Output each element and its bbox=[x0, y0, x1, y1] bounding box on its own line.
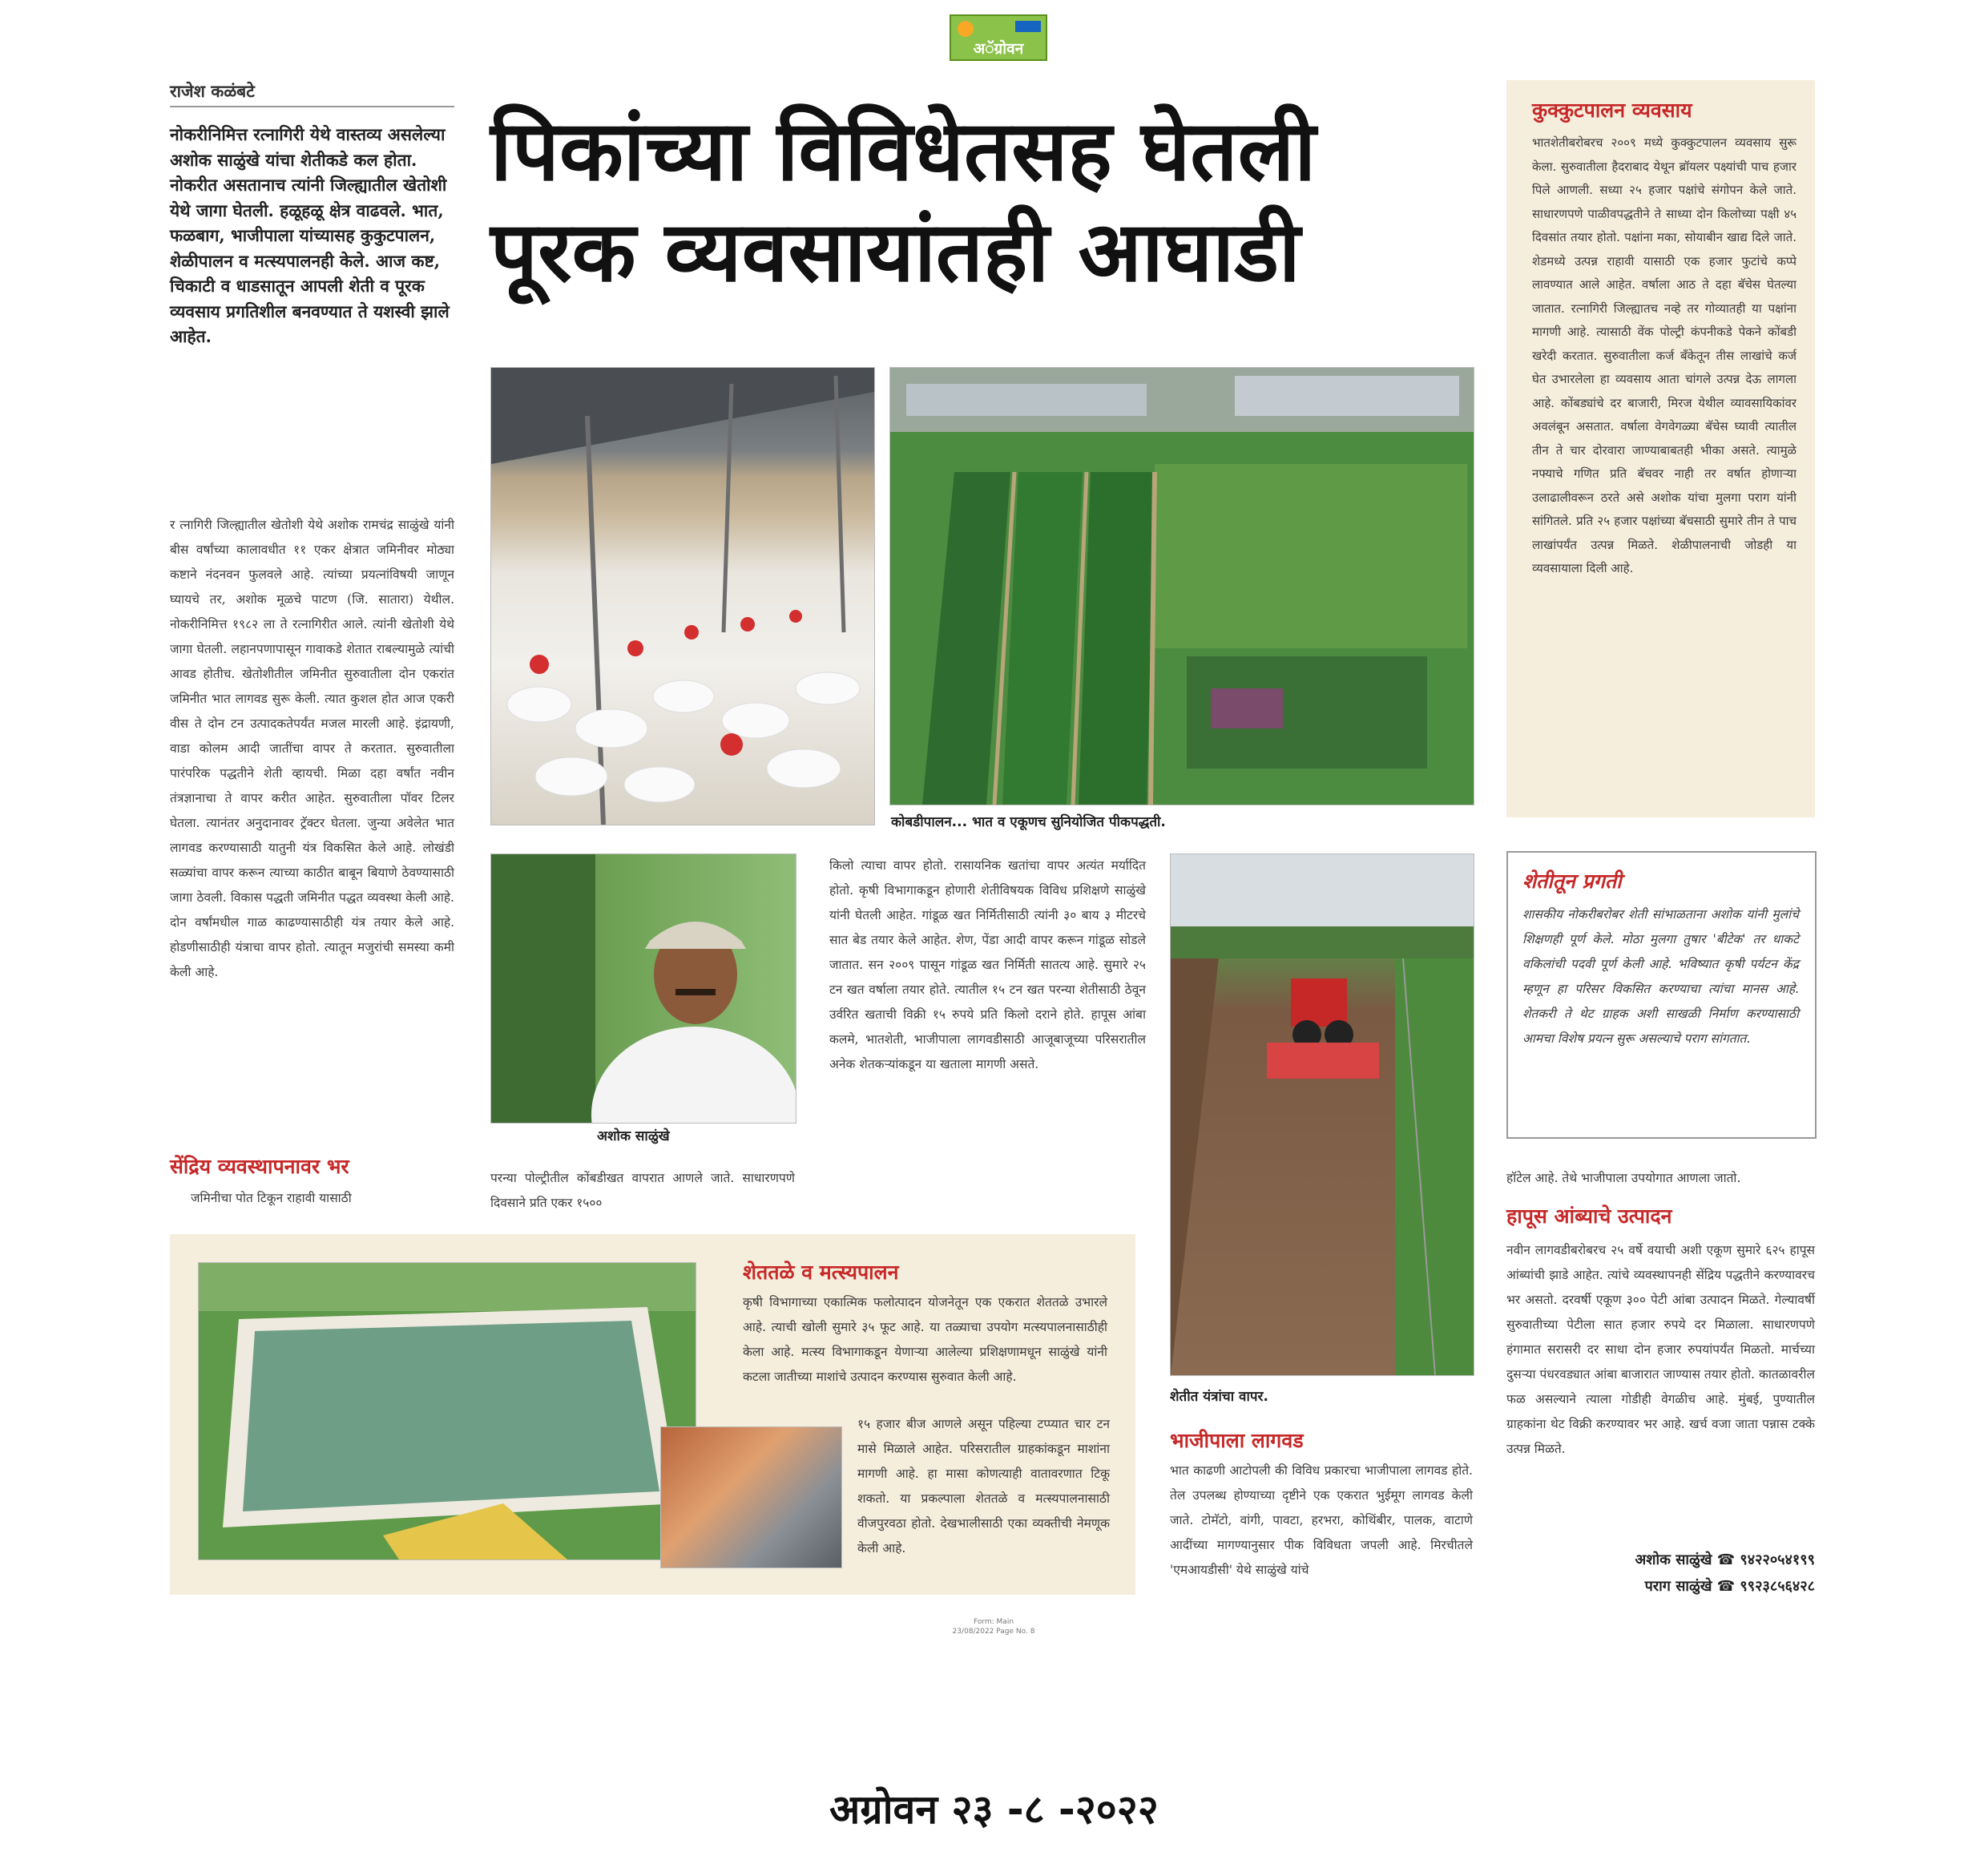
farmer-portrait-graphic bbox=[491, 854, 796, 1123]
fish-photo bbox=[660, 1426, 842, 1568]
intro-paragraph: नोकरीनिमित्त रत्नागिरी येथे वास्तव्य असलेल्या अशोक साळुंखे यांचा शेतीकडे कल होता. नोकरीत असतानाच त्यांनी जिल्ह्यातील खेतोशी येथे जागा घेतली. हळूहळू क्षेत्र वाढवले. भात, फळबाग, भाजीपाला यांच्यासह कुकुटपालन, शेळीपालन व मत्स्यपालनही केले. आज कष्ट, चिकाटी व धाडसातून आपली शेती व पूरक व्यवसाय प्रगतिशील बनवण्यात ते यशस्वी झाले आहेत. bbox=[170, 124, 450, 346]
contacts bbox=[1506, 1547, 1815, 1600]
fish-box-text-1: कृषी विभागाच्या एकात्मिक फलोत्पादन योजनेतून एक एकरात शेततळे उभारले आहे. त्याची खोली सुमारे ३५ फूट आहे. या तळ्याचा उपयोग मत्स्यपालनासाठीही केला आहे. मत्स्य विभागाकडून येणाऱ्या आलेल्या प्रशिक्षणामधून साळुंखे यांनी कटला जातीच्या माशांचे उत्पादन करण्यास सुरुवात केली आहे. bbox=[743, 1295, 1107, 1384]
col5-top: हॉटेल आहे. तेथे भाजीपाला उपयोगात आणला जातो. bbox=[1506, 1171, 1741, 1185]
col3-body: किलो त्याचा वापर होतो. रासायनिक खतांचा वापर अत्यंत मर्यादित होतो. कृषी विभागाकडून होणारी शेतीविषयक विविध प्रशिक्षणे साळुंखे यांनी घेतली आहेत. गांडूळ खत निर्मितीसाठी त्यांनी ३० बाय ३ मीटरचे सात बेड तयार केले आहेत. शेण, पेंडा आदी वापर करून गांडूळ सोडले जातात. सन २००९ पासून गांडूळ खत निर्मिती सातत्य आहे. सुमारे २५ टन खत वर्षाला तयार होते. त्यातील १५ टन खत परन्या शेतीसाठी ठेवून उर्वरित खताची विक्री १५ रुपये प्रति किलो दराने होते. हापूस आंबा कलमे, भातशेती, भाजीपाला लागवडीसाठी आजूबाजूच्या परिसरातील अनेक शेतकऱ्यांकडून या खताला मागणी असते. bbox=[829, 858, 1146, 1071]
contact-parag: पराग साळुंखे ☎ ९९२३८५६४२८ bbox=[1644, 1578, 1815, 1595]
tractor-caption: शेतीत यंत्रांचा वापर. bbox=[1170, 1389, 1268, 1405]
portrait-caption: अशोक साळुंखे bbox=[597, 1128, 670, 1144]
progress-box bbox=[1506, 851, 1817, 1139]
poultry-box-title: कुक्कुटपालन व्यवसाय bbox=[1532, 99, 1692, 122]
farm-pond-graphic bbox=[199, 1263, 696, 1559]
masthead-logo bbox=[950, 14, 1047, 61]
col2-body: परन्या पोल्ट्रीतील कोंबडीखत वापरात आणले जाते. साधारणपणे दिवसाने प्रति एकर १५०० bbox=[490, 1171, 795, 1210]
progress-box-text: शासकीय नोकरीबरोबर शेती सांभाळताना अशोक यांनी मुलांचे शिक्षणही पूर्ण केले. मोठा मुलगा तुषार 'बीटेक' तर धाकटे वकिलांची पदवी पूर्ण केली आहे. भविष्यात कृषी पर्यटन केंद्र म्हणून हा परिसर विकसित करण्याचा त्यांचा मानस आहे. शेतकरी ते थेट ग्राहक अशी साखळी निर्माण करण्यासाठी आमचा विशेष प्रयत्न सुरू असल्याचे पराग सांगतात. bbox=[1522, 907, 1799, 1046]
contact-ashok: अशोक साळुंखे ☎ ९४२२०५४१९९ bbox=[1635, 1551, 1815, 1568]
progress-box-title: शेतीतून प्रगती bbox=[1522, 870, 1622, 893]
fish-box-title: शेततळे व मत्स्यपालन bbox=[743, 1261, 899, 1284]
aerial-fields-photo bbox=[889, 367, 1474, 805]
veg-subheading: भाजीपाला लागवड bbox=[1170, 1429, 1304, 1452]
poultry-shed-graphic bbox=[491, 368, 874, 825]
aerial-fields-graphic bbox=[890, 368, 1474, 805]
headline bbox=[490, 100, 1468, 302]
tractor-photo bbox=[1170, 853, 1474, 1376]
tractor-graphic bbox=[1171, 854, 1474, 1375]
footer-meta-line-1: Form: Main bbox=[973, 1618, 1014, 1626]
byline: राजेश कळंबटे bbox=[170, 82, 255, 101]
dateline: अग्रोवन २३ -८ -२०२२ bbox=[829, 1786, 1159, 1833]
fish-box-text-2: १५ हजार बीज आणले असून पहिल्या टप्प्यात चार टन मासे मिळाले आहेत. परिसरातील ग्राहकांकडून माशांना मागणी आहे. हा मासा कोणत्याही वातावरणात टिकू शकतो. या प्रकल्पाला शेततळे व मत्स्यपालनासाठी वीजपुरवठा होतो. देखभालीसाठी एका व्यक्तीची नेमणूक केली आहे. bbox=[857, 1417, 1110, 1555]
logo-sun-icon bbox=[958, 21, 974, 37]
fish-box bbox=[170, 1234, 1135, 1595]
logo-text: अॅग्रोवन bbox=[973, 40, 1024, 58]
farmer-portrait-photo bbox=[490, 853, 796, 1124]
footer-meta-line-2: 23/08/2022 Page No. 8 bbox=[952, 1628, 1035, 1636]
mango-subheading: हापूस आंब्याचे उत्पादन bbox=[1506, 1204, 1672, 1228]
byline-rule bbox=[170, 106, 454, 107]
aerial-photo-caption: कोबडीपालन... भात व एकूणच सुनियोजित पीकपद्धती. bbox=[891, 814, 1166, 830]
farm-pond-photo bbox=[198, 1262, 696, 1560]
logo-badge bbox=[1015, 21, 1041, 32]
col1-subheading: सेंद्रिय व्यवस्थापनावर भर bbox=[170, 1155, 349, 1178]
col1-body: र त्नागिरी जिल्ह्यातील खेतोशी येथे अशोक रामचंद्र साळुंखे यांनी बीस वर्षांच्या कालावधीत ११ एकर क्षेत्रात जमिनीवर मोठ्या कष्टाने नंदनवन फुलवले आहे. त्यांच्या प्रयत्नांविषयी जाणून घ्यायचे तर, अशोक मूळचे पाटण (जि. सातारा) येथील. नोकरीनिमित्त १९८२ ला ते रत्नागिरीत आले. त्यांनी खेतोशी येथे जागा घेतली. लहानपणापासून गावाकडे शेतात राबल्यामुळे त्यांची आवड होतीच. खेतोशीतील जमिनीत सुरुवातीला दोन एकरांत जमिनीत भात लागवड सुरू केली. त्यात कुशल होत आज एकरी वीस ते दोन टन उत्पादकतेपर्यंत मजल मारली आहे. इंद्रायणी, वाडा कोलम आदी जातींचा वापर ते करतात. सुरुवातीला पारंपरिक पद्धतीने शेती व्हायची. मिळा दहा वर्षांत नवीन तंत्रज्ञानाचा ते वापर करीत आहेत. सुरुवातीला पॉवर टिलर घेतला. त्यानंतर अनुदानावर ट्रॅक्टर घेतला. जुन्या अवेलेत भात लागवड करण्यासाठी यातुनी यंत्र विकसित केले आहे. लोखंडी सळ्यांचा वापर करून त्याच्या काठीत बाबून बियाणे ठेवण्यासाठी जागा ठेवली. विकास पद्धती जमिनीत पद्धत व्यवस्था केली आहे. दोन वर्षांमधील गाळ काढण्यासाठीही यंत्र तयार केले आहे. होडणीसाठीही यंत्राचा वापर होतो. त्यातून मजुरांची समस्या कमी केली आहे. bbox=[170, 518, 454, 979]
headline-line-2: पूरक व्यवसायांतही आघाडी bbox=[490, 203, 1300, 301]
page-footer-meta bbox=[897, 1617, 1090, 1636]
poultry-box-text: भातशेतीबरोबरच २००९ मध्ये कुक्कुटपालन व्यवसाय सुरू केला. सुरुवातीला हैदराबाद येथून ब्रॉयलर पक्ष्यांची पाच हजार पिले आणली. सध्या २५ हजार पक्षांचे संगोपन केले जाते. साधारणपणे पाळीवपद्धतीने ते साध्या दोन किलोच्या पक्षी ४५ दिवसांत तयार होतो. पक्षांना मका, सोयाबीन खाद्य दिले जाते. शेडमध्ये उत्पन्न राहावी यासाठी एक हजार फुटांचे कप्पे लावण्यात आले आहेत. वर्षाला आठ ते दहा बॅचेस घेतल्या जातात. रत्नागिरी जिल्ह्यातच नव्हे तर गोव्यातही या पक्षांना मागणी आहे. त्यासाठी वेंक पोल्ट्री कंपनीकडे पेकने कोंबडी खरेदी करतात. सुरुवातीला कर्ज बँकेतून तीस लाखांचे कर्ज घेत उभारलेला हा व्यवसाय आता चांगले उत्पन्न देऊ लागला आहे. कोंबड्यांचे दर बाजारी, मिरज येथील व्यावसायिकांवर अवलंबून असतात. वर्षाला वेगवेगळ्या बॅचेस घ्यावी त्यातील तीन ते चार दोरवारा जाण्याबाबतही भीका असते. त्यामुळे नफ्याचे गणित प्रति बॅचवर नाही तर वर्षात होणाऱ्या उलाढालीवरून ठरते असे अशोक यांचा मुलगा पराग यांनी सांगितले. प्रति २५ हजार पक्षांच्या बॅचसाठी सुमारे तीन ते पाच लाखांपर्यंत उत्पन्न मिळते. शेळीपालनाची जोडही या व्यवसायाला दिली आहे. bbox=[1532, 135, 1796, 575]
poultry-box bbox=[1506, 80, 1815, 817]
mango-body: नवीन लागवडीबरोबरच २५ वर्षे वयाची अशी एकूण सुमारे ६२५ हापूस आंब्यांची झाडे आहेत. त्यांचे व्यवस्थापनही सेंद्रिय पद्धतीने करण्यावरच भर असतो. दरवर्षी एकूण ३०० पेटी आंबा उत्पादन मिळते. गेल्यावर्षी सुरुवातीच्या पेटीला सात हजार रुपये दर मिळाला. साधारणपणे हंगामात सरासरी दर साधा दोन हजार रुपयांपर्यंत मिळतो. मार्चच्या दुसऱ्या पंधरवड्यात आंबा बाजारात जाण्यास तयार होतो. कातळावरील फळ असल्याने त्याला गोडीही वेगळीच आहे. मुंबई, पुण्यातील ग्राहकांना थेट विक्री करण्यावर भर आहे. खर्च वजा जाता पन्नास टक्के उत्पन्न मिळते. bbox=[1506, 1243, 1815, 1456]
poultry-shed-photo bbox=[490, 367, 875, 825]
col1-tail: जमिनीचा पोत टिकून राहावी यासाठी bbox=[191, 1191, 352, 1205]
headline-line-1: पिकांच्या विविधेतसह घेतली bbox=[490, 102, 1317, 200]
veg-body: भात काढणी आटोपली की विविध प्रकारचा भाजीपाला लागवड होते. तेल उपलब्ध होण्याच्या दृष्टीने एक एकरात भुईमूग लागवड केली जाते. टोमॅटो, वांगी, पावटा, हरभरा, कोथिंबीर, पालक, वाटाणे आदींच्या मागण्यानुसार पीक विविधता जपली आहे. मिरचीतले 'एमआयडीसी' येथे साळुंखे यांचे bbox=[1170, 1463, 1473, 1577]
